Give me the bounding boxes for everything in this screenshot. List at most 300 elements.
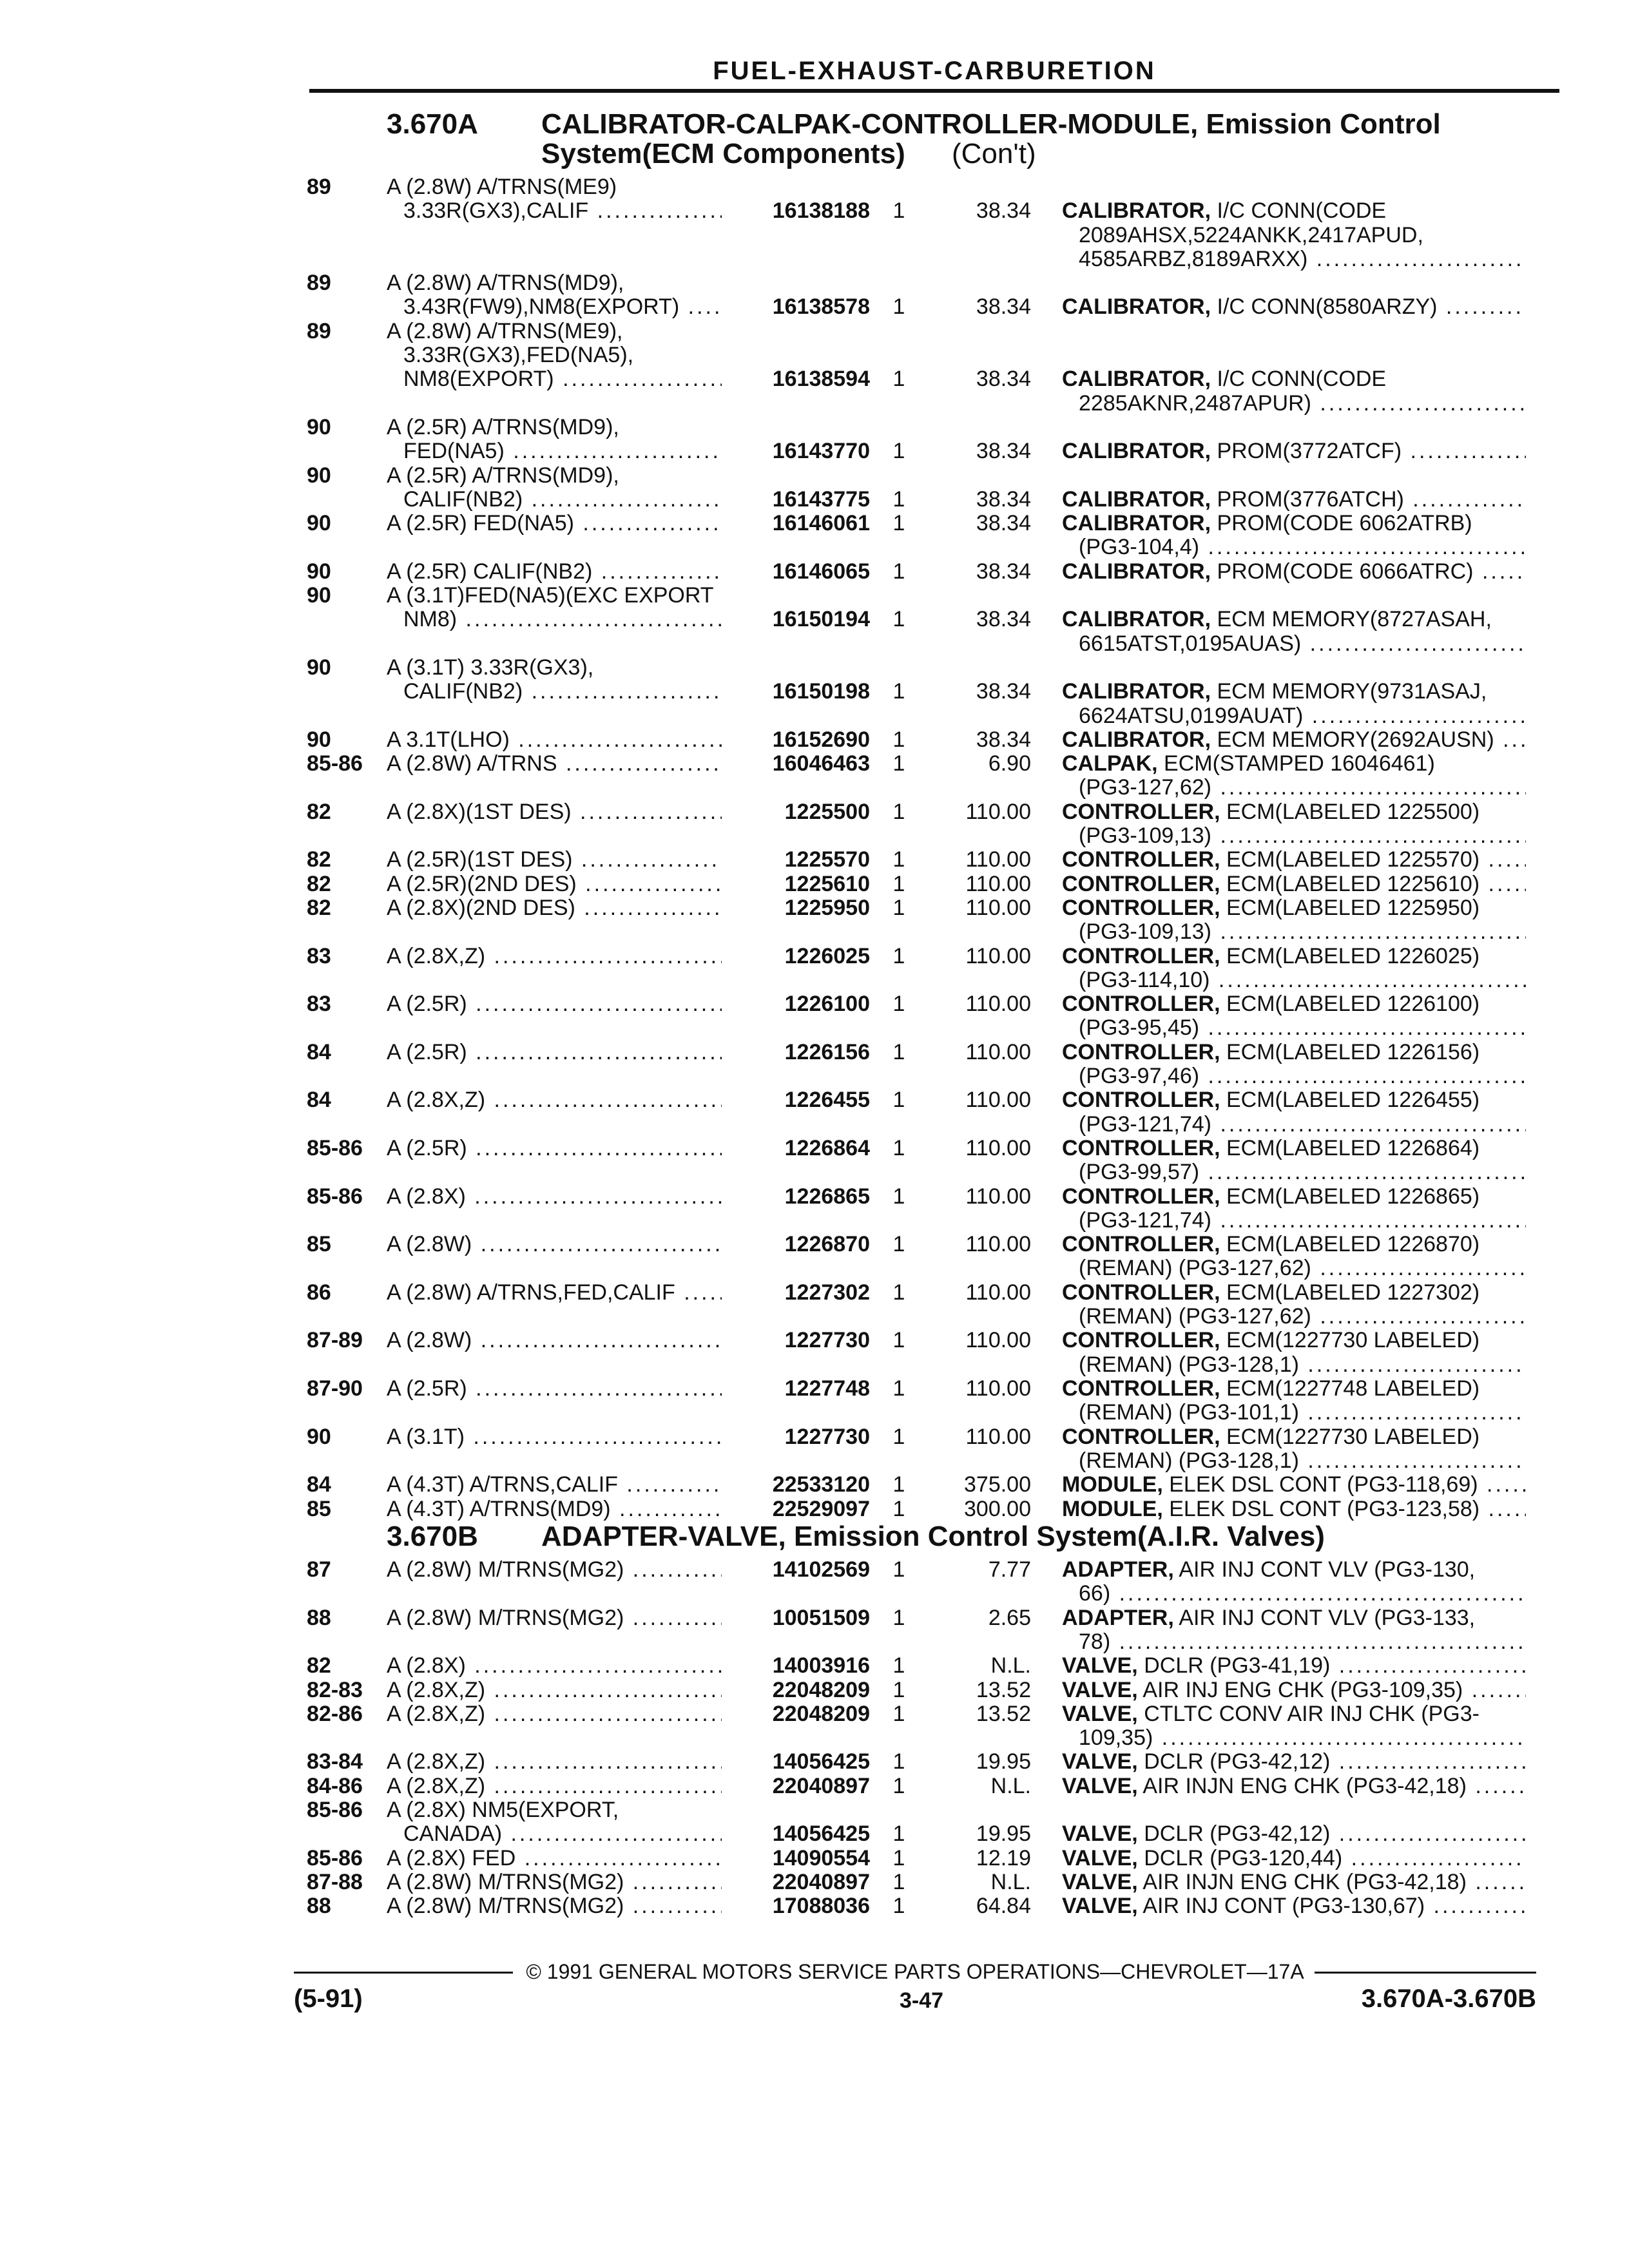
model-year: 89	[307, 318, 331, 343]
model-year: 82-83	[307, 1677, 363, 1702]
application	[387, 1497, 722, 1521]
model-year: 85-86	[307, 1184, 363, 1209]
price: 7.77	[988, 1557, 1031, 1582]
application-line: A (2.8X) .....	[387, 1185, 722, 1209]
application-line: NM8) .....	[387, 608, 722, 631]
description	[1062, 1425, 1526, 1474]
part-name: CONTROLLER,	[1062, 1280, 1220, 1305]
part-name: CALIBRATOR,	[1062, 512, 1211, 536]
model-year: 82-86	[307, 1701, 363, 1726]
model-year: 84	[307, 1039, 331, 1064]
price: 110.00	[965, 992, 1031, 1017]
description	[1062, 1654, 1526, 1678]
application-line: 3.43R(FW9),NM8(EXPORT) .....	[387, 295, 722, 319]
description-line	[1062, 1558, 1526, 1582]
part-number: 1225610	[784, 871, 870, 896]
model-year: 87	[307, 1557, 331, 1582]
description	[1062, 1473, 1526, 1497]
description-line	[1062, 945, 1526, 968]
description-text: ECM(1227730 LABELED)	[1220, 1329, 1480, 1353]
description	[1062, 560, 1526, 584]
description-text: ECM(LABELED 1225610)	[1220, 872, 1480, 896]
description-text: ECM(LABELED 1226100)	[1220, 992, 1480, 1017]
section-range: 3.670A-3.670B	[1361, 1984, 1536, 2013]
model-year: 83	[307, 943, 331, 968]
application-line: A (2.8W) M/TRNS(MG2) .....	[387, 1606, 722, 1630]
part-name: VALVE,	[1062, 1702, 1138, 1726]
description-text: ECM(1227748 LABELED)	[1220, 1377, 1480, 1401]
quantity: 1	[892, 799, 905, 824]
footer-rule	[1315, 1972, 1536, 1974]
part-name: CONTROLLER,	[1062, 1377, 1220, 1401]
application-line: A (2.8W) A/TRNS(MD9),	[387, 271, 624, 296]
application	[387, 800, 722, 824]
description-text: (REMAN) (PG3-128,1)	[1079, 1352, 1299, 1377]
part-name: CONTROLLER,	[1062, 1184, 1220, 1209]
application-line: A (2.8W) .....	[387, 1233, 722, 1256]
price: 110.00	[965, 1088, 1031, 1113]
model-year: 90	[307, 1424, 331, 1449]
description-line	[1062, 1209, 1526, 1233]
description-line	[1062, 224, 1526, 247]
quantity: 1	[892, 1821, 905, 1847]
description-line	[1062, 1281, 1526, 1305]
description	[1062, 1233, 1526, 1281]
model-year: 90	[307, 727, 331, 752]
description-line	[1062, 848, 1526, 872]
description-text: (PG3-95,45)	[1079, 1016, 1200, 1041]
model-year: 84	[307, 1088, 331, 1113]
section-title-line	[541, 139, 1482, 169]
part-number: 16143770	[772, 439, 870, 464]
quantity: 1	[892, 1605, 905, 1630]
description-text: 6615ATST,0195AUAS)	[1079, 631, 1302, 656]
application	[387, 1041, 722, 1064]
application	[387, 1702, 722, 1726]
description	[1062, 896, 1526, 945]
description-text: DCLR (PG3-120,44)	[1137, 1846, 1343, 1870]
description-text: AIR INJ CONT VLV (PG3-130,	[1173, 1558, 1476, 1582]
quantity: 1	[892, 1749, 905, 1774]
quantity: 1	[892, 1184, 905, 1209]
description-line	[1062, 1847, 1526, 1870]
part-name: CALIBRATOR,	[1062, 295, 1211, 320]
description-text: DCLR (PG3-41,19)	[1137, 1654, 1331, 1678]
application	[387, 1606, 722, 1630]
part-name: CALIBRATOR,	[1062, 487, 1211, 512]
description-line	[1062, 1064, 1526, 1088]
description	[1062, 512, 1526, 560]
application	[387, 1558, 722, 1582]
description-line	[1062, 1401, 1526, 1425]
description-text: ECM(LABELED 1226864)	[1220, 1137, 1480, 1160]
description-line	[1062, 512, 1526, 535]
part-number: 1226864	[784, 1136, 870, 1160]
quantity: 1	[892, 1136, 905, 1160]
description	[1062, 872, 1526, 896]
quantity: 1	[892, 486, 905, 512]
part-number: 14102569	[772, 1557, 870, 1582]
description	[1062, 800, 1526, 849]
quantity: 1	[892, 1894, 905, 1919]
price: 110.00	[965, 1328, 1031, 1353]
part-name: CALIBRATOR,	[1062, 559, 1211, 584]
model-year: 89	[307, 175, 331, 199]
description	[1062, 1329, 1526, 1377]
application	[387, 992, 722, 1016]
description-line	[1062, 1353, 1526, 1377]
description-line	[1062, 680, 1526, 704]
application-line: FED(NA5) .....	[387, 439, 722, 463]
description-line	[1062, 1870, 1526, 1894]
application	[387, 416, 722, 464]
description-line	[1062, 1137, 1526, 1160]
application-line: A (2.8X,Z) .....	[387, 1750, 722, 1774]
model-year: 82	[307, 847, 331, 872]
quantity: 1	[892, 751, 905, 776]
description-line	[1062, 1726, 1526, 1750]
part-name: VALVE,	[1062, 1822, 1138, 1847]
part-number: 1225570	[784, 847, 870, 872]
application-line: NM8(EXPORT) .....	[387, 367, 722, 391]
part-name: CONTROLLER,	[1062, 1137, 1220, 1160]
description-text: 66)	[1079, 1582, 1111, 1606]
description-line	[1062, 1582, 1526, 1606]
part-name: CONTROLLER,	[1062, 848, 1220, 872]
description-text: ECM(LABELED 1226870)	[1220, 1233, 1480, 1257]
description	[1062, 1774, 1526, 1798]
description-line	[1062, 1256, 1526, 1280]
model-year: 82	[307, 871, 331, 896]
application	[387, 464, 722, 512]
footer-date: (5-91)	[294, 1984, 363, 2013]
application-line: A (2.8W) A/TRNS(ME9),	[387, 319, 623, 343]
price: 300.00	[964, 1496, 1031, 1521]
application-line: A (3.1T) .....	[387, 1425, 722, 1449]
description	[1062, 728, 1526, 752]
application-line: A (2.8W) A/TRNS(ME9)	[387, 175, 617, 199]
price: 38.34	[976, 439, 1031, 464]
part-number: 16152690	[772, 727, 870, 752]
description-line	[1062, 752, 1526, 776]
description	[1062, 488, 1526, 512]
description-line	[1062, 488, 1526, 512]
description-text: ECM(LABELED 1226455)	[1220, 1088, 1480, 1113]
model-year: 85	[307, 1232, 331, 1257]
description-line	[1062, 824, 1526, 848]
part-number: 1225500	[784, 799, 870, 824]
application	[387, 1377, 722, 1401]
part-name: CALIBRATOR,	[1062, 608, 1211, 632]
description-line	[1062, 1654, 1526, 1678]
part-name: MODULE,	[1062, 1497, 1163, 1521]
application-line: A (2.5R)(1ST DES) .....	[387, 848, 722, 872]
application-line: A (2.5R) .....	[387, 1041, 722, 1064]
description-line	[1062, 1774, 1526, 1798]
part-name: CALIBRATOR,	[1062, 439, 1211, 464]
part-number: 1225950	[784, 896, 870, 920]
price: 110.00	[965, 1232, 1031, 1257]
model-year: 90	[307, 655, 331, 680]
description-line	[1062, 1449, 1526, 1473]
application	[387, 1329, 722, 1352]
price: 375.00	[964, 1472, 1031, 1497]
description	[1062, 1750, 1526, 1774]
description-text: ELEK DSL CONT (PG3-123,58)	[1162, 1497, 1480, 1521]
price: 64.84	[976, 1894, 1031, 1919]
description	[1062, 1678, 1526, 1702]
part-number: 16146061	[772, 511, 870, 536]
part-name: CONTROLLER,	[1062, 992, 1220, 1017]
model-year: 83-84	[307, 1749, 363, 1774]
description-text: ECM(LABELED 1227302)	[1220, 1280, 1480, 1305]
quantity: 1	[892, 1677, 905, 1702]
description-line	[1062, 1041, 1526, 1064]
application-line: A (2.5R) .....	[387, 992, 722, 1016]
application-line: A (2.8X) NM5(EXPORT,	[387, 1798, 619, 1822]
description-text: ECM(LABELED 1226865)	[1220, 1184, 1480, 1209]
part-number: 14090554	[772, 1845, 870, 1870]
model-year: 87-89	[307, 1328, 363, 1353]
description-text: DCLR (PG3-42,12)	[1137, 1822, 1331, 1847]
description-line	[1062, 776, 1526, 800]
application-line: A (2.8X,Z) .....	[387, 945, 722, 968]
application	[387, 320, 722, 392]
description-text: I/C CONN(CODE	[1211, 367, 1387, 392]
model-year: 84	[307, 1472, 331, 1497]
description-text: PROM(CODE 6062ATRB)	[1211, 512, 1472, 536]
application-line: A (2.8W) A/TRNS .....	[387, 752, 722, 776]
part-number: 1226156	[784, 1039, 870, 1064]
model-year: 90	[307, 583, 331, 608]
part-number: 1226455	[784, 1088, 870, 1113]
section-title	[541, 110, 1482, 169]
model-year: 88	[307, 1605, 331, 1630]
part-number: 1226100	[784, 992, 870, 1017]
description-line	[1062, 896, 1526, 920]
application	[387, 1088, 722, 1112]
description-line	[1062, 920, 1526, 944]
application	[387, 1678, 722, 1702]
part-name: CONTROLLER,	[1062, 1329, 1220, 1353]
application	[387, 1137, 722, 1160]
application-line: A (2.5R) FED(NA5) .....	[387, 512, 722, 535]
part-number: 1227302	[784, 1280, 870, 1305]
model-year: 86	[307, 1280, 331, 1305]
application-line: A (2.5R) A/TRNS(MD9),	[387, 463, 619, 488]
description	[1062, 1185, 1526, 1233]
part-name: CONTROLLER,	[1062, 1040, 1220, 1064]
quantity: 1	[892, 1496, 905, 1521]
description-line	[1062, 535, 1526, 559]
part-number: 22048209	[772, 1677, 870, 1702]
application-line: A (2.8X) .....	[387, 1654, 722, 1678]
price: 110.00	[965, 1424, 1031, 1449]
application-line: A (2.8X)(2ND DES) .....	[387, 896, 722, 920]
part-number: 1227730	[784, 1328, 870, 1353]
description-text: PROM(CODE 6066ATRC)	[1211, 559, 1474, 584]
description-text: AIR INJ CONT VLV (PG3-133,	[1173, 1606, 1476, 1630]
part-number: 22533120	[772, 1472, 870, 1497]
quantity: 1	[892, 727, 905, 752]
quantity: 1	[892, 992, 905, 1017]
section-title-line: ADAPTER-VALVE, Emission Control System(A.I.R. Valves)	[541, 1521, 1325, 1552]
model-year: 85-86	[307, 1136, 363, 1160]
quantity: 1	[892, 1773, 905, 1798]
description-text: (PG3-121,74)	[1079, 1112, 1211, 1137]
application-line: A (3.1T)FED(NA5)(EXC EXPORT	[387, 584, 714, 608]
description-text: (PG3-127,62)	[1079, 776, 1211, 800]
description-line	[1062, 199, 1526, 223]
description	[1062, 1894, 1526, 1918]
description-line	[1062, 608, 1526, 631]
application	[387, 945, 722, 968]
description-line	[1062, 1894, 1526, 1918]
application-line: A (2.5R) A/TRNS(MD9),	[387, 416, 619, 439]
description-text: ECM(STAMPED 16046461)	[1157, 752, 1435, 776]
quantity: 1	[892, 1845, 905, 1870]
application	[387, 175, 722, 224]
description-text: I/C CONN(8580ARZY)	[1211, 295, 1438, 320]
description-text: ECM(LABELED 1226156)	[1220, 1040, 1480, 1064]
model-year: 89	[307, 271, 331, 296]
application-line: A (3.1T) 3.33R(GX3),	[387, 656, 594, 680]
description	[1062, 680, 1526, 728]
part-name: CONTROLLER,	[1062, 800, 1220, 824]
quantity: 1	[892, 1328, 905, 1353]
application	[387, 872, 722, 896]
price: 19.95	[976, 1749, 1031, 1774]
model-year: 88	[307, 1894, 331, 1919]
description	[1062, 295, 1526, 319]
description	[1062, 1281, 1526, 1329]
description-line	[1062, 968, 1526, 992]
model-year: 90	[307, 559, 331, 584]
price: 110.00	[965, 799, 1031, 824]
part-number: 14056425	[772, 1749, 870, 1774]
description-text: ECM(1227730 LABELED)	[1220, 1425, 1480, 1449]
description-text: (PG3-104,4)	[1079, 535, 1200, 560]
description-text: ECM(LABELED 1225570)	[1220, 848, 1480, 872]
application	[387, 1894, 722, 1918]
part-number: 14056425	[772, 1821, 870, 1847]
application	[387, 1774, 722, 1798]
continued-label: (Con't)	[951, 138, 1036, 169]
application-line: A (2.8X,Z) .....	[387, 1088, 722, 1112]
description-line	[1062, 560, 1526, 584]
part-number: 16138578	[772, 294, 870, 320]
application-line: CANADA) .....	[387, 1822, 722, 1846]
description-line	[1062, 247, 1526, 271]
application-line: 3.33R(GX3),CALIF .....	[387, 199, 722, 223]
description	[1062, 1497, 1526, 1521]
description-text: 78)	[1079, 1629, 1111, 1654]
quantity: 1	[892, 1472, 905, 1497]
description	[1062, 992, 1526, 1041]
part-number: 16046463	[772, 751, 870, 776]
price: 38.34	[976, 486, 1031, 512]
model-year: 85-86	[307, 1798, 363, 1822]
description	[1062, 1377, 1526, 1425]
part-number: 16138594	[772, 367, 870, 392]
application	[387, 1473, 722, 1497]
description-line	[1062, 1497, 1526, 1521]
price: 38.34	[976, 559, 1031, 584]
part-number: 22048209	[772, 1701, 870, 1726]
description-text: I/C CONN(CODE	[1211, 199, 1387, 224]
description-line	[1062, 439, 1526, 463]
part-number: 17088036	[772, 1894, 870, 1919]
model-year: 82	[307, 799, 331, 824]
part-number: 22040897	[772, 1773, 870, 1798]
part-number: 16143775	[772, 486, 870, 512]
description-line	[1062, 1160, 1526, 1184]
description-line	[1062, 632, 1526, 656]
description	[1062, 1870, 1526, 1894]
description-text: (PG3-109,13)	[1079, 824, 1211, 849]
quantity: 1	[892, 1424, 905, 1449]
part-number: 1227730	[784, 1424, 870, 1449]
application-line: 3.33R(GX3),FED(NA5),	[403, 343, 634, 368]
description	[1062, 848, 1526, 872]
description	[1062, 1558, 1526, 1606]
part-name: VALVE,	[1062, 1870, 1138, 1894]
part-number: 1227748	[784, 1376, 870, 1401]
quantity: 1	[892, 847, 905, 872]
description-text: 109,35)	[1079, 1726, 1153, 1751]
description-text: ELEK DSL CONT (PG3-118,69)	[1162, 1473, 1478, 1497]
application-line: A (2.5R) .....	[387, 1377, 722, 1401]
page-number: 3-47	[899, 1988, 944, 2013]
description-line	[1062, 872, 1526, 896]
price: 19.95	[976, 1821, 1031, 1847]
quantity: 1	[892, 1701, 905, 1726]
application	[387, 1281, 722, 1305]
model-year: 87-88	[307, 1869, 363, 1894]
application	[387, 752, 722, 776]
part-number: 22040897	[772, 1869, 870, 1894]
description-line	[1062, 992, 1526, 1016]
description-text: ECM MEMORY(9731ASAJ,	[1211, 680, 1487, 704]
application	[387, 896, 722, 920]
part-name: ADAPTER,	[1062, 1558, 1174, 1582]
model-year: 90	[307, 415, 331, 439]
application-line: A (2.5R) .....	[387, 1137, 722, 1160]
description-text: (REMAN) (PG3-101,1)	[1079, 1401, 1299, 1425]
section-number: 3.670A	[387, 108, 478, 140]
price: 38.34	[976, 607, 1031, 632]
part-number: 10051509	[772, 1605, 870, 1630]
application	[387, 1233, 722, 1256]
price: 38.34	[976, 294, 1031, 320]
description-line	[1062, 295, 1526, 319]
price: 110.00	[965, 943, 1031, 968]
quantity: 1	[892, 607, 905, 632]
application-line: A (2.8X,Z) .....	[387, 1774, 722, 1798]
description-text: (PG3-97,46)	[1079, 1064, 1200, 1089]
part-name: CONTROLLER,	[1062, 1088, 1220, 1113]
quantity: 1	[892, 511, 905, 536]
description-line	[1062, 1822, 1526, 1846]
part-number: 22529097	[772, 1496, 870, 1521]
model-year: 83	[307, 992, 331, 1017]
application-line: A (2.8X)(1ST DES) .....	[387, 800, 722, 824]
application	[387, 1750, 722, 1774]
description-text: (PG3-114,10)	[1079, 968, 1210, 992]
model-year: 90	[307, 511, 331, 536]
part-name: VALVE,	[1062, 1678, 1138, 1702]
quantity: 1	[892, 1557, 905, 1582]
